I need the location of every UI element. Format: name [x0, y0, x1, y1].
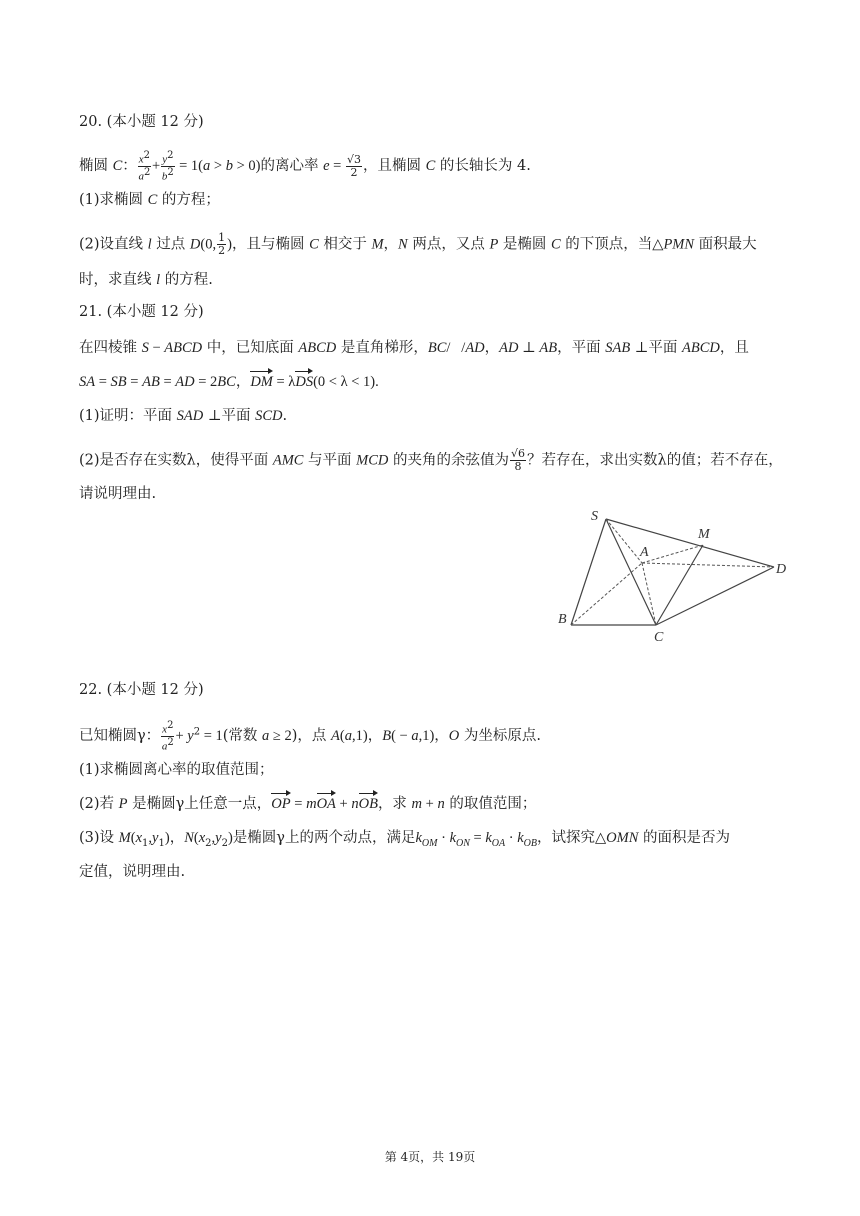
- pyramid-figure: [556, 503, 796, 648]
- label-S: S: [591, 509, 598, 524]
- edge-AD: [642, 563, 774, 567]
- label-M: M: [698, 527, 710, 542]
- label-D: D: [776, 562, 787, 577]
- edge-AC: [642, 563, 656, 625]
- q22-part1: (1)求椭圆离心率的取值范围；: [79, 762, 274, 778]
- q22-line1: 已知椭圆γ： $\frac{x^2}{a^2}$ + $y^2 = 1$(常数 a ≥ 2)，点 A(a,1)，B( − a,1)，O 为坐标原点.: [79, 720, 541, 753]
- label-A: A: [640, 545, 649, 560]
- q21-part2: (2)是否存在实数λ，使得平面 AMC 与平面 MCD 的夹角的余弦值为 $\frac{√6}{8}$ ？若存在，求出实数λ的值；若不存在，: [79, 447, 783, 473]
- edge-SB: [571, 519, 606, 625]
- label-B: B: [558, 612, 567, 627]
- q20-part1: (1)求椭圆 C 的方程；: [79, 192, 220, 208]
- q22-part3-cont: 定值，说明理由.: [79, 864, 186, 880]
- q21-line2: SA = SB = AB = AD = 2BC，DM = λDS(0 < λ < 1).: [79, 374, 379, 390]
- q21-line1: 在四棱锥 S − ABCD 中，已知底面 ABCD 是直角梯形，BC/ /AD，AD ⊥ AB，平面 SAB ⊥平面 ABCD，且: [79, 340, 749, 356]
- q20-header: 20. (本小题 12 分): [79, 114, 204, 130]
- q22-header: 22. (本小题 12 分): [79, 682, 204, 698]
- q20-intro: 椭圆 C： $\frac{x^2}{a^2}$ + $\frac{y^2}{b^2}$ = 1(a > b > 0)的离心率 e = $\frac{√3}{2}$ ，且椭圆 C 的长轴长为 4.: [79, 150, 531, 183]
- q21-header: 21. (本小题 12 分): [79, 304, 204, 320]
- q21-part2-cont: 请说明理由.: [79, 486, 157, 502]
- q21-part1: (1)证明：平面 SAD ⊥平面 SCD.: [79, 408, 288, 424]
- edge-SD: [606, 519, 774, 567]
- page-footer: 第 4页，共 19页: [384, 1150, 476, 1164]
- q20-part2: (2)设直线 l 过点 D(0, $\frac{1}{2}$ )，且与椭圆 C 相交于 M，N 两点，又点 P 是椭圆 C 的下顶点，当△PMN 面积最大: [79, 231, 757, 257]
- q20-part2-cont: 时，求直线 l 的方程.: [79, 272, 213, 288]
- label-C: C: [654, 630, 664, 645]
- q22-part3: (3)设 $M(x_1,y_1)$，$N(x_2,y_2)$是椭圆γ上的两个动点，满足$k_{OM} \cdot k_{ON} = k_{OA} \cdot k_{OB}$，试探究△OMN 的面积是否为: [79, 830, 730, 849]
- q22-part2: (2)若 P 是椭圆γ上任意一点，OP = mOA + nOB，求 m + n 的取值范围；: [79, 796, 537, 812]
